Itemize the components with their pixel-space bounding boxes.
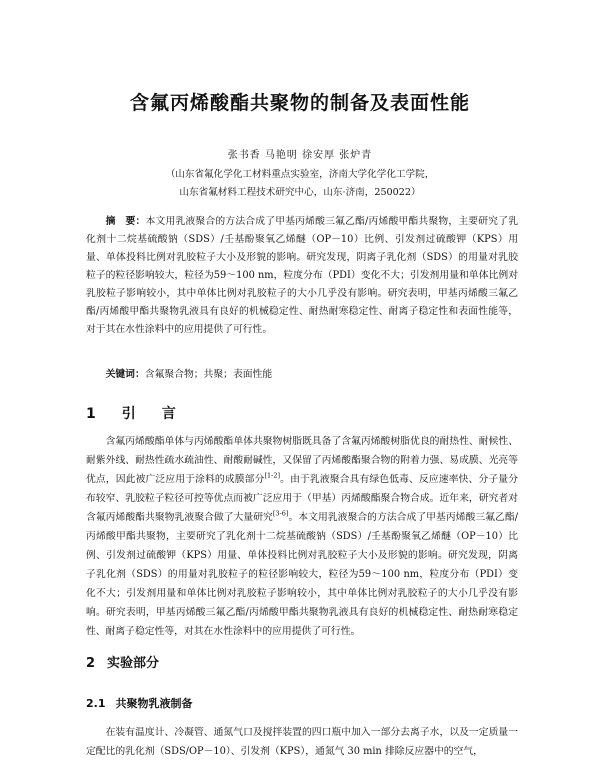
section-2-heading bbox=[86, 652, 159, 671]
subsection-2-1-paragraph: 在装有温度计、冷凝管、通氮气口及搅拌装置的四口瓶中加入一部分去离子水，以及一定质量一定配比的乳化剂（SDS/OP－10）、引发剂（KPS），通氮气 30 min 排除反应器中的空气， bbox=[86, 727, 518, 757]
subsection-2-1-title: 共聚物乳液制备 bbox=[115, 697, 193, 710]
section-1-title: 引 言 bbox=[121, 406, 182, 422]
subsection-2-1-heading bbox=[86, 695, 193, 711]
introduction-paragraph bbox=[86, 432, 518, 641]
section-1-heading bbox=[86, 403, 182, 423]
affiliation-line-2: 山东省氟材料工程技术研究中心，山东·济南，250022） bbox=[179, 187, 421, 198]
section-2-title: 实验部分 bbox=[107, 656, 160, 671]
paper-title: 含氟丙烯酸酯共聚物的制备及表面性能 bbox=[129, 92, 470, 114]
intro-text-part-1: 含氟丙烯酸酯单体与丙烯酸酯单体共聚物树脂既具备了含氟丙烯酸树脂优良的耐热性、耐候性、耐紫外线、耐热性疏水疏油性、耐酸耐碱性，又保留了丙烯酸酯聚合物的附着力强、易成膜、光亮等优点，因此被广泛应用于涂料的成膜部分 bbox=[86, 436, 518, 485]
citation-1: [1-2] bbox=[264, 471, 281, 480]
section-2-number: 2 bbox=[86, 656, 96, 671]
keywords bbox=[86, 367, 518, 383]
affiliation-line-1: （山东省氟化学化工材料重点实验室，济南大学化学化工学院， bbox=[165, 169, 435, 180]
intro-text-part-2: 。由于乳液聚合具有绿色低毒、反应速率快、分子量分布较窄、乳胶粒子粒径可控等优点而被广泛应用于（甲基）丙烯酸酯聚合物合成。近年来，研究者对含氟丙烯酸酯共聚物乳液聚合做了大量研究 bbox=[86, 474, 519, 523]
abstract-text: 本文用乳液聚合的方法合成了甲基丙烯酸三氟乙酯/丙烯酸甲酯共聚物，主要研究了乳化剂十二烷基硫酸钠（SDS）/壬基酚聚氧乙烯醚（OP－10）比例、引发剂过硫酸钾（KPS）用量、单体投料比例对乳胶粒子大小及形貌的影响。研究发现，阴离子乳化剂（SDS）的用量对乳胶粒子的粒径影响较大，粒径为59～100 nm，粒度分布（PDI）变化不大；引发剂用量和单体比例对乳胶粒子影响较小，其中单体比例对乳胶粒子的大小几乎没有影响。研究表明，甲基丙烯酸三氟乙酯/丙烯酸甲酯共聚物乳液具有良好的机械稳定性、耐热耐寒稳定性、耐离子稳定性和表面性能等，对于其在水性涂料中的应用提供了可行性。 bbox=[86, 216, 518, 335]
keywords-label: 关键词： bbox=[105, 369, 145, 380]
citation-2: [3-6] bbox=[272, 509, 289, 518]
abstract bbox=[86, 213, 518, 339]
subsection-2-1-number: 2.1 bbox=[86, 697, 106, 710]
intro-text-part-3: 。本文用乳液聚合的方法合成了甲基丙烯酸三氟乙酯/丙烯酸甲酯共聚物，主要研究了乳化剂十二烷基硫酸钠（SDS）/壬基酚聚氧乙烯醚（OP－10）比例、引发剂过硫酸钾（KPS）用量、单体投料比例对乳胶粒子大小及形貌的影响。研究发现，阴离子乳化剂（SDS）的用量对乳胶粒子的粒径影响较大，粒径为59～100 nm，粒度分布（PDI）变化不大；引发剂用量和单体比例对乳胶粒子影响较小，其中单体比例对乳胶粒子的大小几乎没有影响。研究表明，甲基丙烯酸三氟乙酯/丙烯酸甲酯共聚物乳液具有良好的机械稳定性、耐热耐寒稳定性、耐离子稳定性等，对其在水性涂料中的应用提供了可行性。 bbox=[86, 512, 518, 637]
abstract-label: 摘 要： bbox=[105, 216, 146, 227]
author-list: 张书香 马艳明 徐安厚 张炉青 bbox=[227, 150, 373, 161]
keywords-text: 含氟聚合物；共聚；表面性能 bbox=[144, 369, 273, 380]
section-1-number: 1 bbox=[86, 406, 102, 422]
